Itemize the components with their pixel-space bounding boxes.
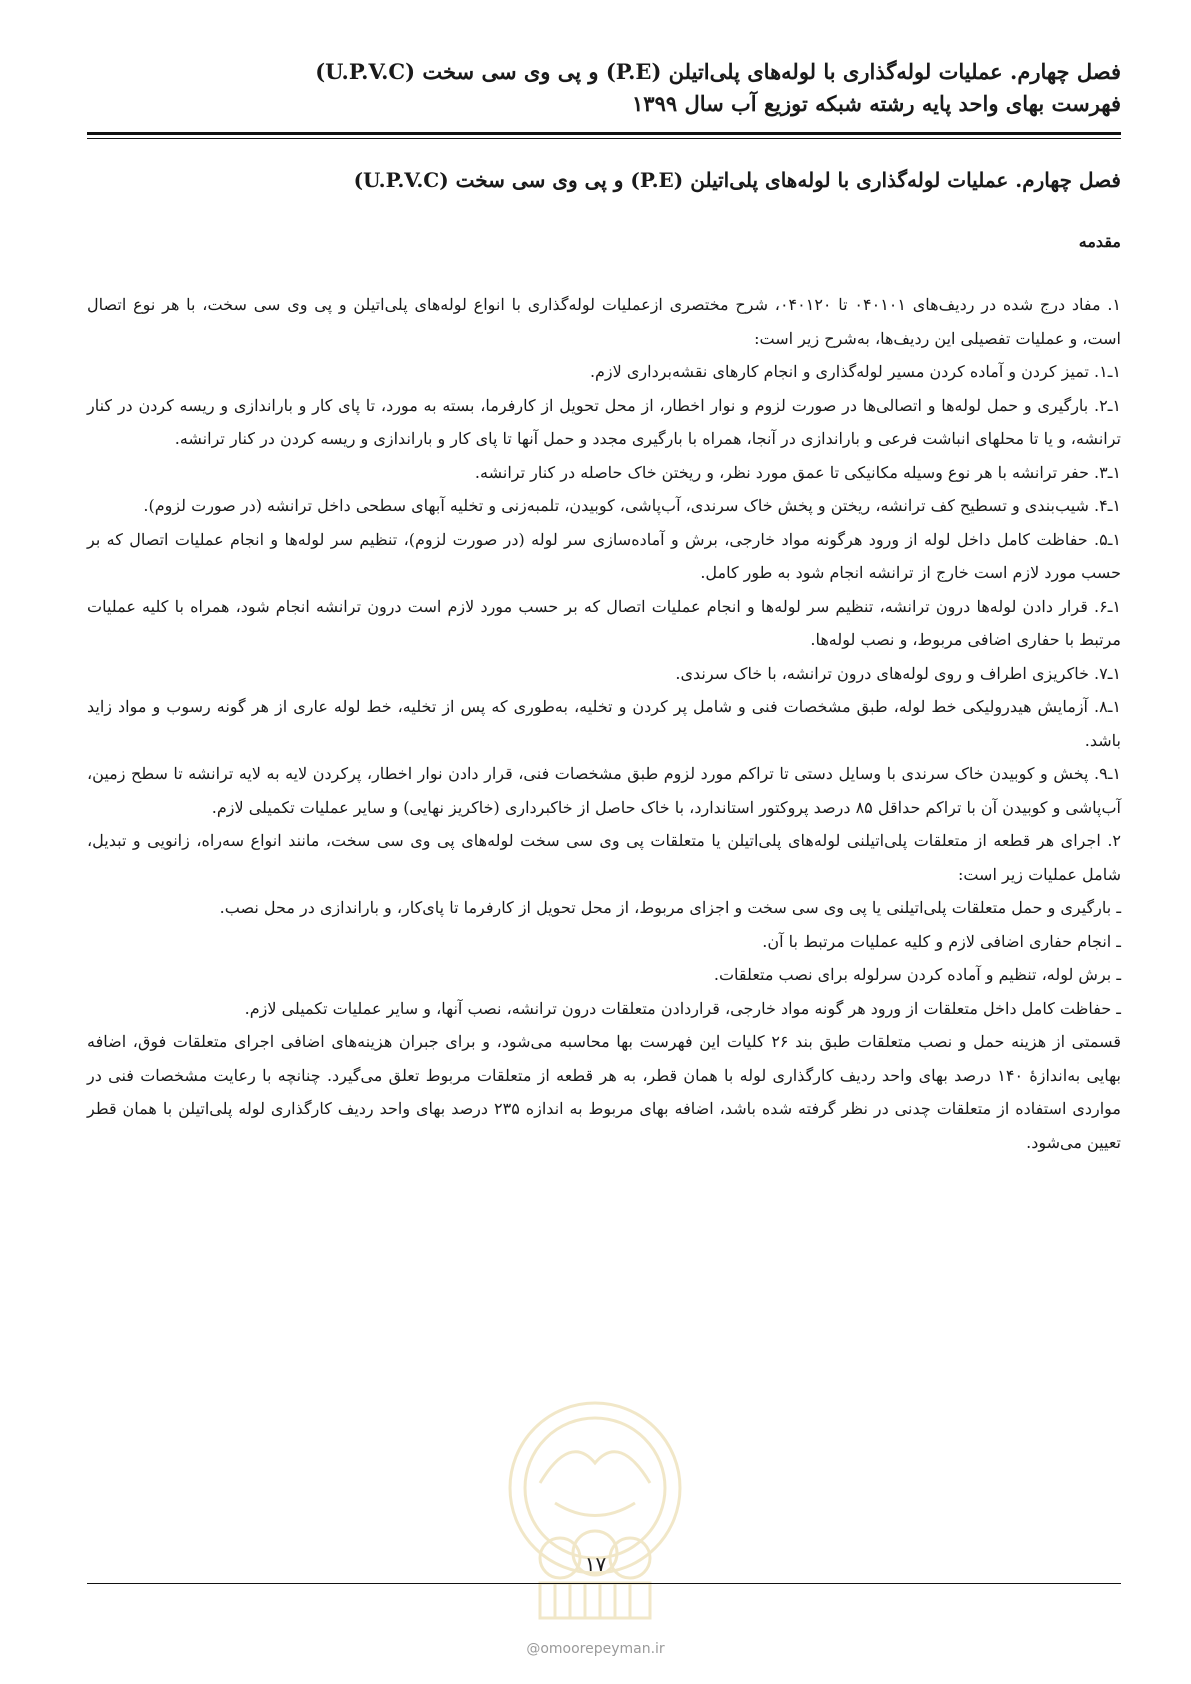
paragraph: ۱ـ۲. بارگیری و حمل لوله‌ها و اتصالی‌ها در صورت لزوم و نوار اخطار، از محل تحویل از کارفرما، بسته به مورد، تا پای کار و باراندازی و ریسه کردن در کنار ترانشه، و یا تا محلهای انباشت فرعی و باراندازی در آنجا، همراه با بارگیری مجدد و حمل آنها تا پای کار و باراندازی و ریسه کردن در کنار ترانشه. [87,395,1121,448]
running-header [71,56,1121,120]
paragraph: ۲. اجرای هر قطعه از متعلقات پلی‌اتیلنی لوله‌های پلی‌اتیلن یا متعلقات پی وی سی سخت لوله‌های پی وی سی سخت، مانند انواع سه‌راه، زانویی و تبدیل، شامل عملیات زیر است: [87,831,1122,884]
header-document-line: فهرست بهای واحد پایه رشته شبکه توزیع آب سال ۱۳۹۹ [632,91,1121,116]
paragraph: ۱ـ۸. آزمایش هیدرولیکی خط لوله، طبق مشخصات فنی و شامل پر کردن و تخلیه، به‌طوری که پس از تخلیه، خط لوله عاری از هر گونه رسوب و مواد زاید باشد. [87,697,1121,750]
paragraph: ۱ـ۳. حفر ترانشه با هر نوع وسیله مکانیکی تا عمق مورد نظر، و ریختن خاک حاصله در کنار ترانشه. [474,462,1121,482]
paragraph: ۱ـ۴. شیب‌بندی و تسطیح کف ترانشه، ریختن و پخش خاک سرندی، آب‌پاشی، کوبیدن، تلمبه‌زنی و تخلیه آبهای سطحی داخل ترانشه (در صورت لزوم). [143,496,1121,515]
body-text [87,288,1121,1159]
section-heading-intro: مقدمه [1078,232,1121,251]
paragraph: ـ انجام حفاری اضافی لازم و کلیه عملیات مرتبط با آن. [762,931,1121,951]
paragraph: ـ حفاظت کامل داخل متعلقات از ورود هر گونه مواد خارجی، قراردادن متعلقات درون ترانشه، نصب آنها، و سایر عملیات تکمیلی لازم. [244,998,1121,1018]
footer-rule [87,1583,1121,1584]
header-chapter-line: فصل چهارم. عملیات لوله‌گذاری با لوله‌های پلی‌اتیلن (P.E) و پی وی سی سخت (U.P.V.C) [315,59,1121,84]
paragraph: ۱ـ۵. حفاظت کامل داخل لوله از ورود هرگونه مواد خارجی، برش و آماده‌سازی سر لوله (در صورت لزوم)، تنظیم سر لوله‌ها و انجام عملیات اتصال که بر حسب مورد لازم است خارج از ترانشه انجام شود به طور کامل. [87,529,1121,582]
watermark-url: @omoorepeyman.ir [526,1641,665,1657]
watermark-logo-icon [500,1393,690,1628]
paragraph: ۱ـ۹. پخش و کوبیدن خاک سرندی با وسایل دستی تا تراکم مورد لزوم طبق مشخصات فنی، قرار دادن نوار اخطار، پرکردن لایه به لایه ترانشه تا سطح زمین، آب‌پاشی و کوبیدن آن با تراکم حداقل ۸۵ درصد پروکتور استاندارد، با خاک حاصل از خاکبرداری (خاکریز نهایی) و سایر عملیات تکمیلی لازم. [87,764,1121,817]
paragraph: ۱ـ۶. قرار دادن لوله‌ها درون ترانشه، تنظیم سر لوله‌ها و انجام عملیات اتصال که بر حسب مورد لازم است درون ترانشه انجام شود، همراه با کلیه عملیات مرتبط با حفاری اضافی مربوط، و نصب لوله‌ها. [87,596,1121,649]
paragraph: ۱ـ۷. خاکریزی اطراف و روی لوله‌های درون ترانشه، با خاک سرندی. [675,663,1121,683]
paragraph: قسمتی از هزینه حمل و نصب متعلقات طبق بند ۲۶ کلیات این فهرست بها محاسبه می‌شود، و برای جبران هزینه‌های اضافی اجرای متعلقات فوق، اضافه بهایی به‌اندازهٔ ۱۴۰ درصد بهای واحد ردیف کارگذاری لوله با همان قطر، به هر قطعه از متعلقات مربوط تعلق می‌گیرد. چنانچه با رعایت مشخصات فنی در مواردی استفاده از متعلقات چدنی در نظر گرفته شده باشد، اضافه بهای مربوط به اندازه ۲۳۵ درصد بهای واحد ردیف کارگذاری لوله پلی‌اتیلن با همان قطر تعیین می‌شود. [87,1032,1122,1152]
page-number: ۱۷ [584,1552,607,1576]
paragraph: ۱ـ۱. تمیز کردن و آماده کردن مسیر لوله‌گذاری و انجام کارهای نقشه‌برداری لازم. [589,362,1121,381]
header-rule-thin [87,138,1121,139]
paragraph: ۱. مفاد درج شده در ردیف‌های ۰۴۰۱۰۱ تا ۰۴۰۱۲۰، شرح مختصری ازعملیات لوله‌گذاری با انواع لوله‌های پلی‌اتیلن و پی وی سی سخت، با هر نوع اتصال است، و عملیات تفصیلی این ردیف‌ها، به‌شرح زیر است: [87,295,1122,348]
paragraph: ـ برش لوله، تنظیم و آماده کردن سرلوله برای نصب متعلقات. [713,965,1121,984]
paragraph: ـ بارگیری و حمل متعلقات پلی‌اتیلنی یا پی وی سی سخت و اجزای مربوط، از محل تحویل از کارفرما تا پای‌کار، و باراندازی در محل نصب. [219,898,1121,917]
chapter-title: فصل چهارم. عملیات لوله‌گذاری با لوله‌های پلی‌اتیلن (P.E) و پی وی سی سخت (U.P.V.C) [353,168,1121,192]
header-rule-thick [87,132,1121,135]
